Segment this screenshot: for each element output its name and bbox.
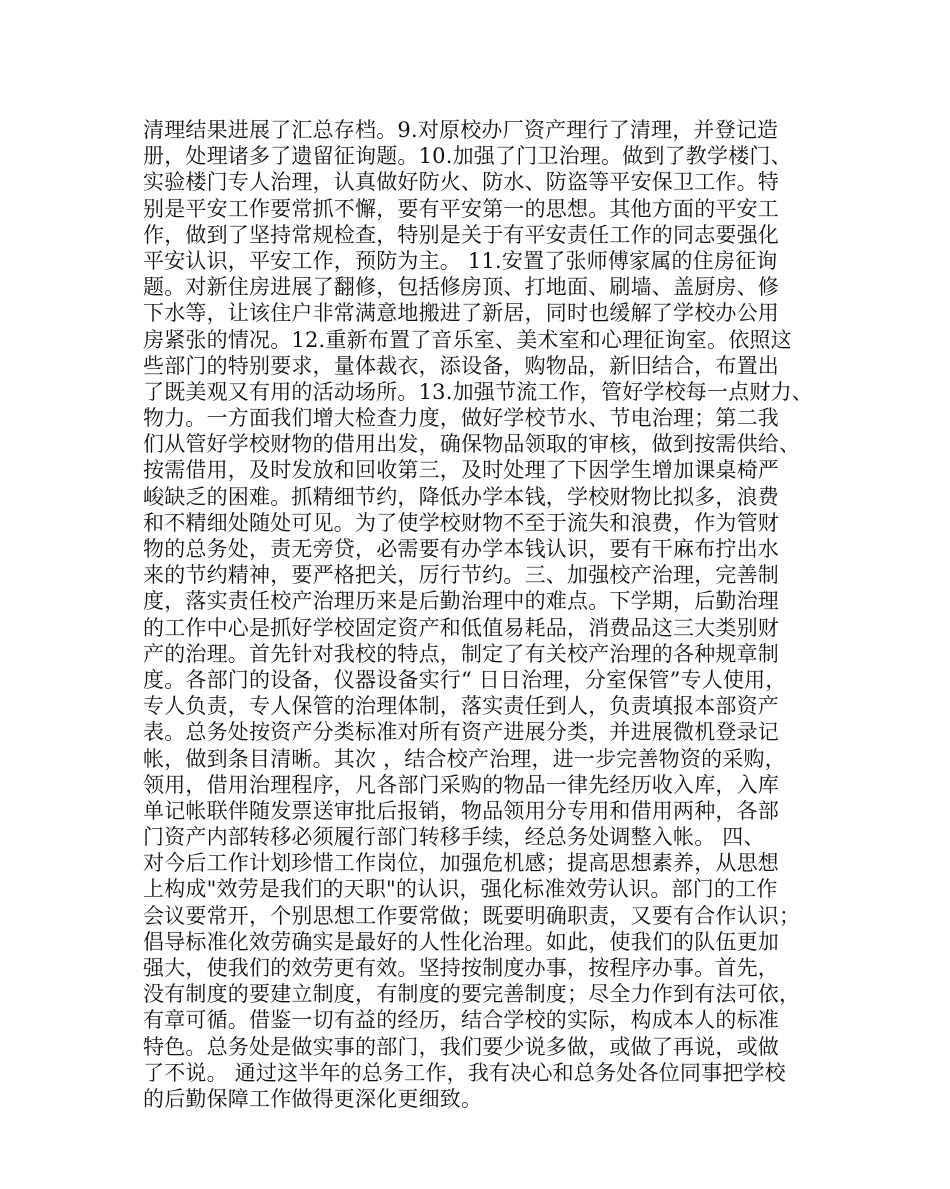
text-line: 册，处理诸多了遗留征询题。10.加强了门卫治理。做到了教学楼门、	[143, 144, 792, 169]
text-line: 帐，做到条目清晰。其次 ，结合校产治理，进一步完善物资的采购，	[143, 746, 786, 771]
text-line: 别是平安工作要常抓不懈，要有平安第一的思想。其他方面的平安工	[143, 196, 779, 221]
text-line: 的后勤保障工作做得更深化更细致。	[143, 1086, 483, 1111]
text-line: 表。总务处按资产分类标准对所有资产进展分类，并进展微机登录记	[143, 720, 779, 745]
text-line: 房紧张的情况。12.重新布置了音乐室、美术室和心理征询室。依照这	[143, 327, 792, 352]
text-line: 实验楼门专人治理，认真做好防火、防水、防盗等平安保卫工作。特	[143, 170, 779, 195]
text-line: 作，做到了坚持常规检查，特别是关于有平安责任工作的同志要强化	[143, 222, 779, 247]
text-line: 领用，借用治理程序，凡各部门采购的物品一律先经历收入库，入库	[143, 772, 779, 797]
text-line: 倡导标准化效劳确实是最好的人性化治理。如此，使我们的队伍更加	[143, 929, 779, 954]
text-line: 专人负责，专人保管的治理体制，落实责任到人，负责填报本部资产	[143, 694, 779, 719]
text-line: 单记帐联伴随发票送审批后报销，物品领用分专用和借用两种，各部	[143, 798, 779, 823]
text-line: 峻缺乏的困难。抓精细节约，降低办学本钱，学校财物比拟多，浪费	[143, 484, 779, 509]
text-line: 上构成"效劳是我们的天职"的认识，强化标准效劳认识。部门的工作	[143, 877, 778, 902]
text-line: 门资产内部转移必须履行部门转移手续，经总务处调整入帐。 四、	[143, 825, 765, 850]
text-line: 对今后工作计划珍惜工作岗位，加强危机感；提高思想素养，从思想	[143, 851, 779, 876]
text-line: 会议要常开，个别思想工作要常做；既要明确职责，又要有合作认识；	[143, 903, 801, 928]
text-line: 物的总务处，责无旁贷，必需要有办学本钱认识，要有干麻布拧出水	[143, 537, 779, 561]
text-line: 强大，使我们的效劳更有效。坚持按制度办事，按程序办事。首先，	[143, 956, 779, 980]
text-line: 了既美观又有用的活动场所。13.加强节流工作，管好学校每一点财力、	[143, 379, 813, 404]
text-line: 没有制度的要建立制度，有制度的要完善制度；尽全力作到有法可依，	[143, 982, 801, 1007]
text-line: 特色。总务处是做实事的部门，我们要少说多做，或做了再说，或做	[143, 1034, 779, 1059]
text-line: 物力。一方面我们增大检查力度，做好学校节水、节电治理；第二我	[143, 406, 779, 431]
text-line: 下水等，让该住户非常满意地搬进了新居，同时也缓解了学校办公用	[143, 301, 779, 326]
text-line: 的工作中心是抓好学校固定资产和低值易耗品，消费品这三大类别财	[143, 615, 779, 640]
text-line: 按需借用，及时发放和回收第三，及时处理了下因学生增加课桌椅严	[143, 458, 779, 483]
text-line: 有章可循。借鉴一切有益的经历，结合学校的实际，构成本人的标准	[143, 1008, 779, 1033]
text-line: 了不说。 通过这半年的总务工作，我有决心和总务处各位同事把学校	[143, 1060, 786, 1085]
text-line: 些部门的特别要求，量体裁衣，添设备，购物品，新旧结合，布置出	[143, 353, 779, 378]
text-line: 和不精细处随处可见。为了使学校财物不至于流失和浪费，作为管财	[143, 510, 779, 535]
text-line: 清理结果进展了汇总存档。9.对原校办厂资产理行了清理，并登记造	[143, 118, 779, 142]
text-line: 度。各部门的设备，仪器设备实行“ 日日治理，分室保管”专人使用，	[143, 667, 787, 692]
text-line: 题。对新住房进展了翻修，包括修房顶、打地面、刷墙、盖厨房、修	[143, 275, 779, 300]
body-text	[143, 117, 831, 1112]
text-line: 们从管好学校财物的借用出发，确保物品领取的审核，做到按需供给、	[143, 432, 801, 457]
text-line: 度，落实责任校产治理历来是后勤治理中的难点。下学期，后勤治理	[143, 589, 779, 614]
text-line: 平安认识，平安工作，预防为主。 11.安置了张师傅家属的住房征询	[143, 248, 778, 273]
text-line: 产的治理。首先针对我校的特点，制定了有关校产治理的各种规章制	[143, 641, 779, 666]
text-line: 来的节约精神，要严格把关，厉行节约。三、加强校产治理，完善制	[143, 563, 779, 588]
